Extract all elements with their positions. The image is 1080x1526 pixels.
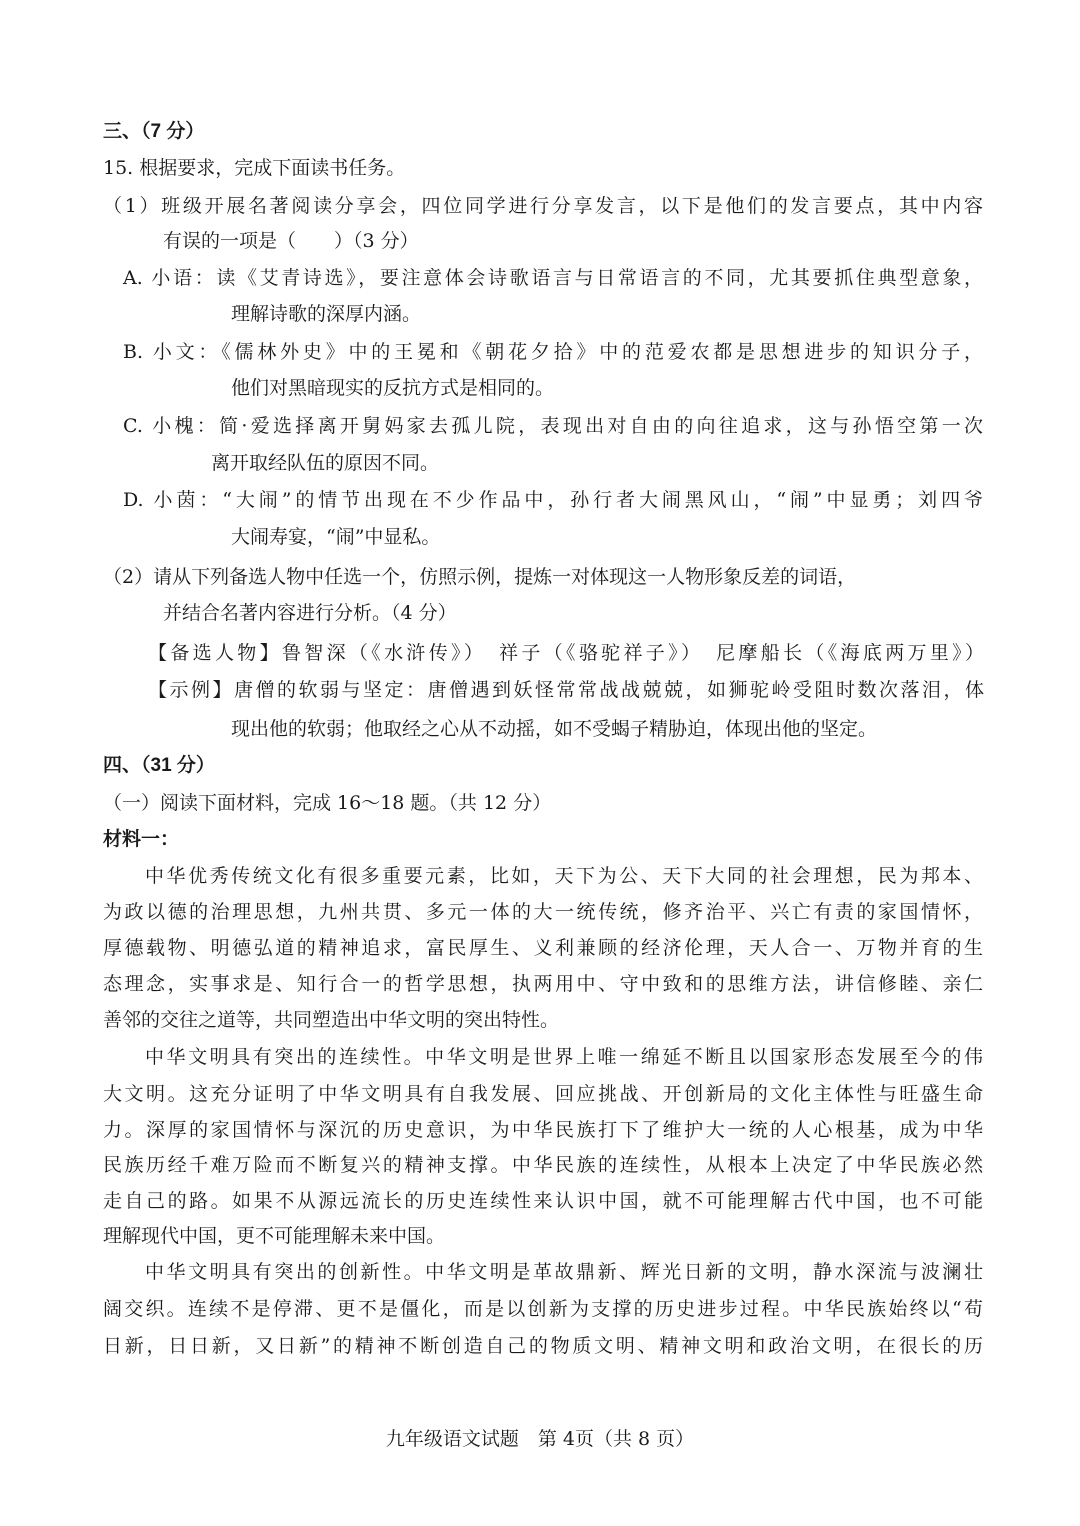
candidate-characters: 【备选人物】鲁智深（《水浒传》） 祥子（《骆驼祥子》） 尼摩船长（《海底两万里》） xyxy=(148,642,984,664)
option-c-line2: 离开取经队伍的原因不同。 xyxy=(211,452,440,474)
example-line2: 现出他的软弱；他取经之心从不动摇，如不受蝎子精胁迫，体现出他的坚定。 xyxy=(231,718,878,740)
paragraph-2-line: 大文明。这充分证明了中华文明具有自我发展、回应挑战、开创新局的文化主体性与旺盛生命 xyxy=(103,1083,983,1105)
option-b-line2: 他们对黑暗现实的反抗方式是相同的。 xyxy=(231,377,555,399)
paragraph-2-line: 中华文明具有突出的连续性。中华文明是世界上唯一绵延不断且以国家形态发展至今的伟 xyxy=(145,1046,983,1068)
part1-instructions: （一）阅读下面材料，完成 16～18 题。（共 12 分） xyxy=(103,792,552,814)
paragraph-1-line: 中华优秀传统文化有很多重要元素，比如，天下为公、天下大同的社会理想，民为邦本、 xyxy=(145,865,983,887)
subquestion-2-line2: 并结合名著内容进行分析。（4 分） xyxy=(163,602,457,624)
paragraph-1-line: 厚德载物、明德弘道的精神追求，富民厚生、义利兼顾的经济伦理，天人合一、万物并育的生 xyxy=(103,937,983,959)
paragraph-2-line: 走自己的路。如果不从源远流长的历史连续性来认识中国，就不可能理解古代中国，也不可能 xyxy=(103,1190,983,1212)
paragraph-1-line: 为政以德的治理思想，九州共贯、多元一体的大一统传统，修齐治平、兴亡有责的家国情怀， xyxy=(103,901,983,923)
paragraph-1-line: 善邻的交往之道等，共同塑造出中华文明的突出特性。 xyxy=(103,1009,560,1031)
paragraph-3-line: 日新，日日新，又日新”的精神不断创造自己的物质文明、精神文明和政治文明，在很长的历 xyxy=(103,1335,983,1357)
paragraph-3-line: 阔交织。连续不是停滞、更不是僵化，而是以创新为支撑的历史进步过程。中华民族始终以“苟 xyxy=(103,1298,983,1320)
paragraph-2-line: 民族历经千难万险而不断复兴的精神支撑。中华民族的连续性，从根本上决定了中华民族必然 xyxy=(103,1154,983,1176)
subquestion-2-line1: （2）请从下列备选人物中任选一个，仿照示例，提炼一对体现这一人物形象反差的词语， xyxy=(103,566,857,588)
page-footer: 九年级语文试题 第 4页（共 8 页） xyxy=(385,1428,695,1450)
option-c-line1: C. 小槐：简·爱选择离开舅妈家去孤儿院，表现出对自由的向往追求，这与孙悟空第一次 xyxy=(123,415,983,437)
section3-heading: 三、（7 分） xyxy=(103,121,205,142)
paragraph-2-line: 力。深厚的家国情怀与深沉的历史意识，为中华民族打下了维护大一统的人心根基，成为中华 xyxy=(103,1119,983,1141)
question-15: 15. 根据要求，完成下面读书任务。 xyxy=(103,157,406,179)
section4-heading: 四、（31 分） xyxy=(103,755,215,776)
subquestion-1-line2: 有误的一项是（ ）（3 分） xyxy=(163,230,419,252)
subquestion-1-line1: （1）班级开展名著阅读分享会，四位同学进行分享发言，以下是他们的发言要点，其中内容 xyxy=(103,195,983,217)
paragraph-3-line: 中华文明具有突出的创新性。中华文明是革故鼎新、辉光日新的文明，静水深流与波澜壮 xyxy=(145,1261,983,1283)
option-d-line2: 大闹寿宴，“闹”中显私。 xyxy=(231,526,441,548)
option-d-line1: D. 小茵：“大闹”的情节出现在不少作品中，孙行者大闹黑风山，“闹”中显勇；刘四爷 xyxy=(123,489,983,511)
example-line1: 【示例】唐僧的软弱与坚定：唐僧遇到妖怪常常战战兢兢，如狮驼岭受阻时数次落泪，体 xyxy=(148,679,984,701)
material-1-label: 材料一： xyxy=(103,829,180,850)
option-a-line2: 理解诗歌的深厚内涵。 xyxy=(231,303,422,325)
option-b-line1: B. 小文：《儒林外史》中的王冕和《朝花夕拾》中的范爱农都是思想进步的知识分子， xyxy=(123,341,983,363)
paragraph-2-line: 理解现代中国，更不可能理解未来中国。 xyxy=(103,1225,446,1247)
option-a-line1: A. 小语：读《艾青诗选》，要注意体会诗歌语言与日常语言的不同，尤其要抓住典型意象， xyxy=(123,267,983,289)
paragraph-1-line: 态理念，实事求是、知行合一的哲学思想，执两用中、守中致和的思维方法，讲信修睦、亲仁 xyxy=(103,973,983,995)
